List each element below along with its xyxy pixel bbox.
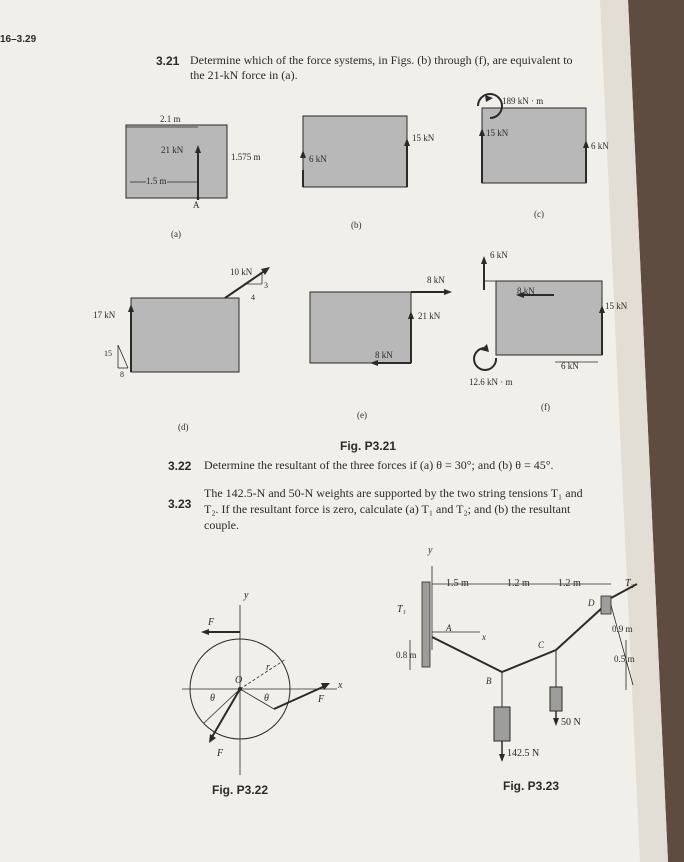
problem-text-line: the 21-kN force in (a). (190, 68, 298, 82)
fig-a-caption: (a) (171, 229, 181, 239)
fig-323-x-axis: x (482, 632, 486, 642)
fig-a-plate (126, 125, 227, 198)
fig-e-top-force: 8 kN (427, 275, 445, 285)
fig-b-right-force: 15 kN (412, 133, 435, 143)
fig-f-moment-label: 12.6 kN · m (469, 377, 513, 387)
problem-text-line: The 142.5-N and 50-N weights are supported by the two string tensions T₁ and (204, 486, 583, 500)
fig-323-y-axis: y (428, 545, 433, 556)
fig-323-point-d: D (588, 598, 595, 608)
fig-a-dim-height: 1.575 m (231, 152, 261, 162)
fig-323-height-3: 0.5 m (614, 654, 635, 664)
fig-f-caption: (f) (541, 402, 550, 412)
fig-322-force-top: F (208, 617, 215, 628)
fig-a-dim-top: 2.1 m (160, 114, 181, 124)
fig-323-weight-1: 142.5 N (507, 748, 540, 759)
problem-number: 3.22 (168, 459, 192, 473)
fig-c-right-force: 6 kN (591, 141, 609, 151)
fig-d-left-force: 17 kN (93, 310, 116, 320)
fig-e-plate (310, 292, 411, 363)
fig-323-point-b: B (486, 676, 492, 686)
fig-323-point-c: C (538, 640, 545, 650)
fig-323-t2-label: T₂ (625, 578, 635, 589)
fig-323-weight-2: 50 N (561, 717, 581, 728)
problem-text-line: couple. (204, 518, 239, 532)
problem-text-line: Determine the resultant of the three forces if (a) θ = 30°; and (b) θ = 45°. (204, 458, 554, 472)
fig-d-slope-d: 8 (120, 370, 124, 379)
fig-c-moment-label: 189 kN · m (502, 96, 544, 106)
fig-f-inner-force: 8 kN (517, 286, 535, 296)
fig-a-dim-left: 1.5 m (146, 176, 167, 186)
fig-323-t1-label: T₁ (397, 604, 407, 615)
problem-number: 3.23 (168, 497, 192, 511)
fig-f-bottom-force: 6 kN (561, 361, 579, 371)
fig-b-plate (303, 116, 407, 187)
fig-d-caption: (d) (178, 422, 189, 432)
fig-322-theta-left: θ (210, 693, 215, 704)
fig-322-y-axis: y (244, 590, 249, 601)
fig-322-theta-right: θ (264, 693, 269, 704)
problem-text-line: T₂. If the resultant force is zero, calculate (a) T₁ and T₂; and (b) the resultant (204, 502, 571, 516)
fig-d-slope-c: 15 (104, 349, 112, 358)
fig-322-force-bottom: F (217, 748, 224, 759)
fig-323-dim-1: 1.5 m (446, 578, 469, 589)
fig-f-top-force: 6 kN (490, 250, 508, 260)
fig-322-radius-label: r (266, 662, 270, 673)
fig-d-plate (131, 298, 239, 372)
fig-b-left-force: 6 kN (309, 154, 327, 164)
fig-d-top-force: 10 kN (230, 267, 253, 277)
fig-322-origin-label: O (235, 675, 243, 686)
fig-323-point-a: A (446, 623, 452, 633)
fig-323-height-1: 0.8 m (396, 650, 417, 660)
fig-322-x-axis: x (338, 680, 343, 691)
fig-c-left-force: 15 kN (486, 128, 509, 138)
fig-322-title: Fig. P3.22 (212, 783, 269, 797)
fig-323-dim-2: 1.2 m (507, 578, 530, 589)
fig-e-mid-force: 21 kN (418, 311, 441, 321)
page-range-header: 16–3.29 (0, 34, 37, 45)
fig-f-right-force: 15 kN (605, 301, 628, 311)
fig-b-caption: (b) (351, 220, 362, 230)
fig-f-plate (496, 281, 602, 355)
fig-323-title: Fig. P3.23 (503, 779, 560, 793)
fig-323-dim-3: 1.2 m (558, 578, 581, 589)
fig-323-height-2: 0.9 m (612, 624, 633, 634)
fig-d-slope-b: 4 (251, 293, 255, 302)
fig-e-bottom-force: 8 kN (375, 350, 393, 360)
fig-321-title: Fig. P3.21 (340, 439, 397, 453)
fig-a-force-label: 21 kN (161, 145, 184, 155)
fig-a-point-label: A (193, 200, 200, 210)
fig-c-caption: (c) (534, 209, 544, 219)
fig-e-caption: (e) (357, 410, 367, 420)
problem-number: 3.21 (156, 54, 180, 68)
fig-322-force-right: F (318, 694, 325, 705)
fig-c-plate (482, 108, 586, 183)
problem-text-line: Determine which of the force systems, in Figs. (b) through (f), are equivalent to (190, 53, 573, 67)
fig-d-slope-a: 3 (264, 281, 268, 290)
